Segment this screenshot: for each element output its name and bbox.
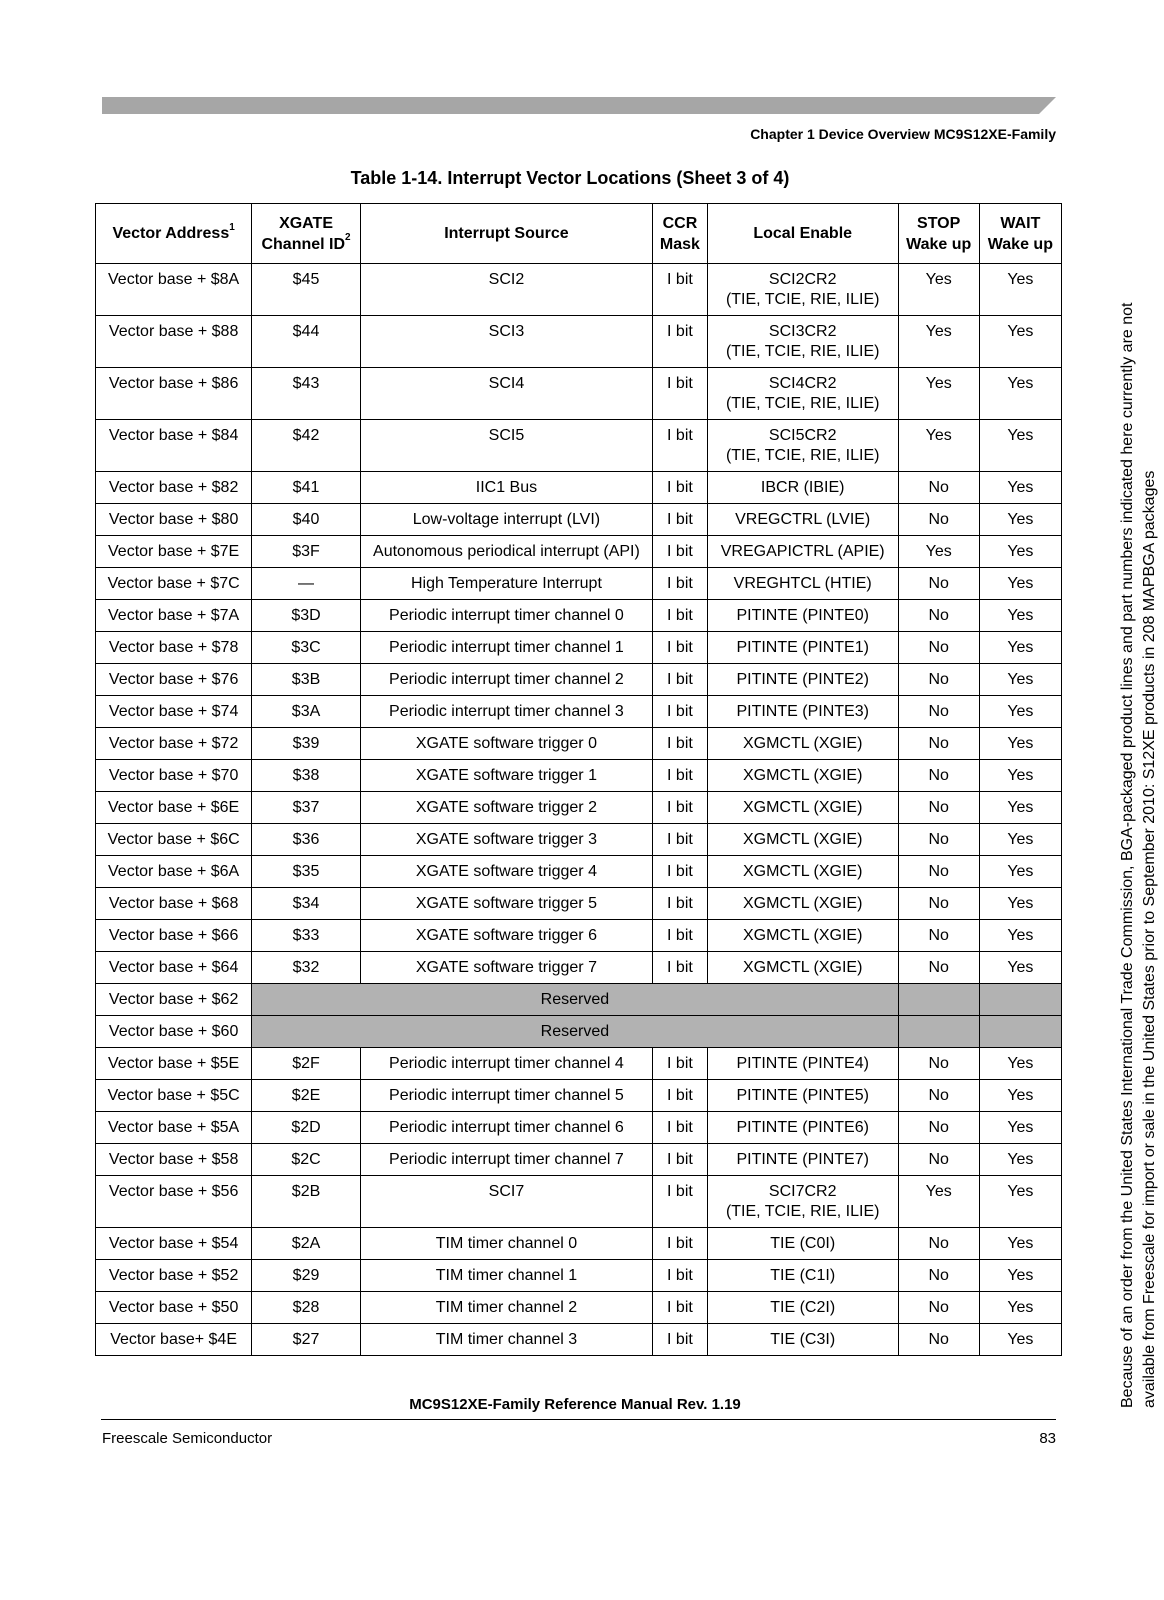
ccr-mask-cell: I bit <box>653 632 708 664</box>
stop-wakeup-cell: No <box>898 632 979 664</box>
table-row <box>96 1260 1062 1292</box>
xgate-channel-cell: $32 <box>252 952 361 984</box>
local-enable-cell: SCI3CR2 (TIE, TCIE, RIE, ILIE) <box>707 316 898 368</box>
vector-address-cell: Vector base + $6E <box>96 792 252 824</box>
ccr-mask-cell: I bit <box>653 536 708 568</box>
local-enable-cell: TIE (C1I) <box>707 1260 898 1292</box>
stop-wakeup-cell: No <box>898 600 979 632</box>
itc-notice-line-2: available from Freescale for import or sale in the United States prior to September 2010: S12XE products in 208 MAPBGA packages <box>1141 470 1158 1408</box>
wait-wakeup-cell: Yes <box>979 316 1061 368</box>
manual-title: MC9S12XE-Family Reference Manual Rev. 1.19 <box>409 1396 741 1413</box>
ccr-mask-cell: I bit <box>653 792 708 824</box>
interrupt-source-cell: Periodic interrupt timer channel 5 <box>360 1080 652 1112</box>
ccr-mask-cell: I bit <box>653 1324 708 1356</box>
vector-address-cell: Vector base + $58 <box>96 1144 252 1176</box>
xgate-channel-cell: $33 <box>252 920 361 952</box>
local-enable-cell: XGMCTL (XGIE) <box>707 888 898 920</box>
xgate-channel-cell: $44 <box>252 316 361 368</box>
table-row <box>96 1080 1062 1112</box>
wait-wakeup-cell: Yes <box>979 920 1061 952</box>
wait-wakeup-cell: Yes <box>979 1176 1061 1228</box>
vector-address-cell: Vector base + $76 <box>96 664 252 696</box>
local-enable-cell: TIE (C0I) <box>707 1228 898 1260</box>
xgate-channel-cell: $2D <box>252 1112 361 1144</box>
table-row <box>96 264 1062 316</box>
interrupt-source-cell: Periodic interrupt timer channel 0 <box>360 600 652 632</box>
itc-notice-line-1: Because of an order from the United States International Trade Commission, BGA-packaged product lines and part numbers indicated here currently are not <box>1119 302 1136 1408</box>
wait-wakeup-cell: Yes <box>979 1260 1061 1292</box>
local-enable-cell: PITINTE (PINTE4) <box>707 1048 898 1080</box>
vector-address-cell: Vector base + $5E <box>96 1048 252 1080</box>
stop-wakeup-cell: Yes <box>898 536 979 568</box>
xgate-channel-cell: $40 <box>252 504 361 536</box>
table-row <box>96 920 1062 952</box>
interrupt-source-cell: Periodic interrupt timer channel 2 <box>360 664 652 696</box>
wait-wakeup-cell: Yes <box>979 1080 1061 1112</box>
ccr-mask-cell: I bit <box>653 760 708 792</box>
ccr-mask-cell: I bit <box>653 888 708 920</box>
interrupt-source-cell: XGATE software trigger 2 <box>360 792 652 824</box>
vector-address-cell: Vector base + $56 <box>96 1176 252 1228</box>
interrupt-source-cell: XGATE software trigger 6 <box>360 920 652 952</box>
stop-wakeup-cell: No <box>898 856 979 888</box>
wait-wakeup-cell: Yes <box>979 952 1061 984</box>
column-header-vector-address: Vector Address$^1$ <box>96 204 252 264</box>
interrupt-source-cell: Periodic interrupt timer channel 7 <box>360 1144 652 1176</box>
local-enable-cell: VREGAPICTRL (APIE) <box>707 536 898 568</box>
xgate-channel-cell: $39 <box>252 728 361 760</box>
vector-address-cell: Vector base + $8A <box>96 264 252 316</box>
stop-wakeup-cell: No <box>898 1228 979 1260</box>
vector-address-cell: Vector base + $50 <box>96 1292 252 1324</box>
local-enable-cell: XGMCTL (XGIE) <box>707 824 898 856</box>
local-enable-cell: PITINTE (PINTE6) <box>707 1112 898 1144</box>
stop-wakeup-cell <box>898 1016 979 1048</box>
column-header-xgate-channel: XGATE Channel $ID^2$ <box>252 204 361 264</box>
ccr-mask-cell: I bit <box>653 1228 708 1260</box>
local-enable-cell: PITINTE (PINTE7) <box>707 1144 898 1176</box>
vector-address-cell: Vector base + $66 <box>96 920 252 952</box>
interrupt-source-cell: SCI2 <box>360 264 652 316</box>
interrupt-source-cell: Low-voltage interrupt (LVI) <box>360 504 652 536</box>
table-row <box>96 1112 1062 1144</box>
vector-address-cell: Vector base + $5C <box>96 1080 252 1112</box>
table-row <box>96 728 1062 760</box>
stop-wakeup-cell: No <box>898 1048 979 1080</box>
table-row <box>96 952 1062 984</box>
interrupt-source-cell: High Temperature Interrupt <box>360 568 652 600</box>
ccr-mask-cell: I bit <box>653 824 708 856</box>
table-title: Table 1-14. Interrupt Vector Locations (Sheet 3 of 4) <box>350 168 790 188</box>
ccr-mask-cell: I bit <box>653 1144 708 1176</box>
table-row <box>96 696 1062 728</box>
interrupt-source-cell: SCI3 <box>360 316 652 368</box>
table-row <box>96 1324 1062 1356</box>
xgate-channel-cell: $42 <box>252 420 361 472</box>
local-enable-cell: XGMCTL (XGIE) <box>707 760 898 792</box>
local-enable-cell: PITINTE (PINTE5) <box>707 1080 898 1112</box>
vector-address-cell: Vector base + $64 <box>96 952 252 984</box>
vector-address-cell: Vector base + $7E <box>96 536 252 568</box>
ccr-mask-cell: I bit <box>653 316 708 368</box>
stop-wakeup-cell: Yes <box>898 264 979 316</box>
xgate-channel-cell: $3F <box>252 536 361 568</box>
interrupt-source-cell: Periodic interrupt timer channel 3 <box>360 696 652 728</box>
stop-wakeup-cell: Yes <box>898 316 979 368</box>
table-row <box>96 568 1062 600</box>
table-row <box>96 664 1062 696</box>
local-enable-cell: XGMCTL (XGIE) <box>707 952 898 984</box>
stop-wakeup-cell: No <box>898 504 979 536</box>
wait-wakeup-cell: Yes <box>979 632 1061 664</box>
xgate-channel-cell: $41 <box>252 472 361 504</box>
local-enable-cell: XGMCTL (XGIE) <box>707 856 898 888</box>
ccr-mask-cell: I bit <box>653 568 708 600</box>
vector-address-cell: Vector base + $88 <box>96 316 252 368</box>
wait-wakeup-cell: Yes <box>979 792 1061 824</box>
local-enable-cell: SCI4CR2 (TIE, TCIE, RIE, ILIE) <box>707 368 898 420</box>
column-header-local-enable: Local Enable <box>707 204 898 264</box>
xgate-channel-cell: $37 <box>252 792 361 824</box>
stop-wakeup-cell: No <box>898 792 979 824</box>
table-row <box>96 824 1062 856</box>
xgate-channel-cell: $27 <box>252 1324 361 1356</box>
vector-address-cell: Vector base + $84 <box>96 420 252 472</box>
wait-wakeup-cell <box>979 984 1061 1016</box>
local-enable-cell: XGMCTL (XGIE) <box>707 728 898 760</box>
table-row <box>96 984 1062 1016</box>
wait-wakeup-cell: Yes <box>979 568 1061 600</box>
stop-wakeup-cell: No <box>898 568 979 600</box>
interrupt-source-cell: XGATE software trigger 0 <box>360 728 652 760</box>
ccr-mask-cell: I bit <box>653 1292 708 1324</box>
interrupt-source-cell: TIM timer channel 0 <box>360 1228 652 1260</box>
table-row <box>96 1144 1062 1176</box>
xgate-channel-cell: $2B <box>252 1176 361 1228</box>
chapter-header-band <box>102 97 1056 114</box>
ccr-mask-cell: I bit <box>653 1112 708 1144</box>
vector-address-cell: Vector base + $5A <box>96 1112 252 1144</box>
ccr-mask-cell: I bit <box>653 952 708 984</box>
wait-wakeup-cell: Yes <box>979 1228 1061 1260</box>
local-enable-cell: PITINTE (PINTE2) <box>707 664 898 696</box>
table-body <box>96 264 1062 1356</box>
wait-wakeup-cell <box>979 1016 1061 1048</box>
stop-wakeup-cell: No <box>898 1324 979 1356</box>
xgate-channel-cell: $2E <box>252 1080 361 1112</box>
ccr-mask-cell: I bit <box>653 696 708 728</box>
interrupt-vector-table <box>95 203 1062 1356</box>
table-row <box>96 792 1062 824</box>
vector-address-cell: Vector base + $60 <box>96 1016 252 1048</box>
ccr-mask-cell: I bit <box>653 664 708 696</box>
vector-address-cell: Vector base + $7A <box>96 600 252 632</box>
table-row <box>96 1228 1062 1260</box>
table-row <box>96 420 1062 472</box>
ccr-mask-cell: I bit <box>653 1260 708 1292</box>
stop-wakeup-cell: No <box>898 952 979 984</box>
vector-address-cell: Vector base + $80 <box>96 504 252 536</box>
vector-address-cell: Vector base + $82 <box>96 472 252 504</box>
table-row <box>96 1292 1062 1324</box>
table-row <box>96 472 1062 504</box>
column-header-wait-wakeup: WAIT Wake up <box>979 204 1061 264</box>
interrupt-source-cell: Periodic interrupt timer channel 4 <box>360 1048 652 1080</box>
table-row <box>96 1016 1062 1048</box>
wait-wakeup-cell: Yes <box>979 824 1061 856</box>
column-header-stop-wakeup: STOP Wake up <box>898 204 979 264</box>
stop-wakeup-cell: No <box>898 1112 979 1144</box>
local-enable-cell: IBCR (IBIE) <box>707 472 898 504</box>
wait-wakeup-cell: Yes <box>979 1048 1061 1080</box>
wait-wakeup-cell: Yes <box>979 1144 1061 1176</box>
stop-wakeup-cell: No <box>898 472 979 504</box>
xgate-channel-cell: $29 <box>252 1260 361 1292</box>
stop-wakeup-cell <box>898 984 979 1016</box>
ccr-mask-cell: I bit <box>653 420 708 472</box>
local-enable-cell: SCI7CR2 (TIE, TCIE, RIE, ILIE) <box>707 1176 898 1228</box>
stop-wakeup-cell: No <box>898 888 979 920</box>
xgate-channel-cell: $3A <box>252 696 361 728</box>
company-name: Freescale Semiconductor <box>102 1430 273 1447</box>
wait-wakeup-cell: Yes <box>979 1112 1061 1144</box>
vector-address-cell: Vector base + $7C <box>96 568 252 600</box>
stop-wakeup-cell: Yes <box>898 1176 979 1228</box>
ccr-mask-cell: I bit <box>653 600 708 632</box>
interrupt-source-cell: TIM timer channel 3 <box>360 1324 652 1356</box>
ccr-mask-cell: I bit <box>653 920 708 952</box>
ccr-mask-cell: I bit <box>653 728 708 760</box>
interrupt-source-cell: TIM timer channel 2 <box>360 1292 652 1324</box>
stop-wakeup-cell: No <box>898 760 979 792</box>
interrupt-source-cell: XGATE software trigger 7 <box>360 952 652 984</box>
wait-wakeup-cell: Yes <box>979 600 1061 632</box>
wait-wakeup-cell: Yes <box>979 264 1061 316</box>
wait-wakeup-cell: Yes <box>979 1324 1061 1356</box>
xgate-channel-cell: $36 <box>252 824 361 856</box>
interrupt-source-cell: TIM timer channel 1 <box>360 1260 652 1292</box>
local-enable-cell: SCI2CR2 (TIE, TCIE, RIE, ILIE) <box>707 264 898 316</box>
interrupt-source-cell: Autonomous periodical interrupt (API) <box>360 536 652 568</box>
xgate-channel-cell: $45 <box>252 264 361 316</box>
vector-address-cell: Vector base + $86 <box>96 368 252 420</box>
stop-wakeup-cell: No <box>898 1260 979 1292</box>
table-row <box>96 504 1062 536</box>
ccr-mask-cell: I bit <box>653 856 708 888</box>
ccr-mask-cell: I bit <box>653 1176 708 1228</box>
local-enable-cell: VREGHTCL (HTIE) <box>707 568 898 600</box>
local-enable-cell: SCI5CR2 (TIE, TCIE, RIE, ILIE) <box>707 420 898 472</box>
table-row <box>96 600 1062 632</box>
xgate-channel-cell: $43 <box>252 368 361 420</box>
table-row <box>96 1176 1062 1228</box>
interrupt-source-cell: IIC1 Bus <box>360 472 652 504</box>
chapter-heading: Chapter 1 Device Overview MC9S12XE-Family <box>750 126 1056 142</box>
vector-address-cell: Vector base + $6A <box>96 856 252 888</box>
interrupt-source-cell: Periodic interrupt timer channel 1 <box>360 632 652 664</box>
local-enable-cell: XGMCTL (XGIE) <box>707 920 898 952</box>
table-row <box>96 888 1062 920</box>
table-row <box>96 760 1062 792</box>
stop-wakeup-cell: No <box>898 664 979 696</box>
xgate-channel-cell: $2A <box>252 1228 361 1260</box>
ccr-mask-cell: I bit <box>653 472 708 504</box>
wait-wakeup-cell: Yes <box>979 420 1061 472</box>
local-enable-cell: PITINTE (PINTE1) <box>707 632 898 664</box>
wait-wakeup-cell: Yes <box>979 696 1061 728</box>
wait-wakeup-cell: Yes <box>979 504 1061 536</box>
xgate-channel-cell: $34 <box>252 888 361 920</box>
interrupt-source-cell: XGATE software trigger 1 <box>360 760 652 792</box>
stop-wakeup-cell: No <box>898 1080 979 1112</box>
reserved-cell: Reserved <box>252 1016 898 1048</box>
column-header-ccr-mask: CCR Mask <box>653 204 708 264</box>
ccr-mask-cell: I bit <box>653 368 708 420</box>
local-enable-cell: TIE (C2I) <box>707 1292 898 1324</box>
stop-wakeup-cell: Yes <box>898 420 979 472</box>
vector-address-cell: Vector base + $78 <box>96 632 252 664</box>
table-row <box>96 856 1062 888</box>
stop-wakeup-cell: No <box>898 1292 979 1324</box>
table-row <box>96 632 1062 664</box>
xgate-channel-cell: $2F <box>252 1048 361 1080</box>
ccr-mask-cell: I bit <box>653 264 708 316</box>
wait-wakeup-cell: Yes <box>979 536 1061 568</box>
wait-wakeup-cell: Yes <box>979 888 1061 920</box>
ccr-mask-cell: I bit <box>653 1080 708 1112</box>
vector-address-cell: Vector base + $74 <box>96 696 252 728</box>
stop-wakeup-cell: No <box>898 1144 979 1176</box>
vector-address-cell: Vector base + $54 <box>96 1228 252 1260</box>
wait-wakeup-cell: Yes <box>979 1292 1061 1324</box>
local-enable-cell: XGMCTL (XGIE) <box>707 792 898 824</box>
wait-wakeup-cell: Yes <box>979 760 1061 792</box>
wait-wakeup-cell: Yes <box>979 728 1061 760</box>
interrupt-source-cell: SCI4 <box>360 368 652 420</box>
local-enable-cell: PITINTE (PINTE3) <box>707 696 898 728</box>
stop-wakeup-cell: No <box>898 728 979 760</box>
interrupt-source-cell: SCI7 <box>360 1176 652 1228</box>
local-enable-cell: VREGCTRL (LVIE) <box>707 504 898 536</box>
stop-wakeup-cell: Yes <box>898 368 979 420</box>
column-header-interrupt-source: Interrupt Source <box>360 204 652 264</box>
table-header-row <box>96 204 1062 264</box>
footer-rule <box>101 1419 1056 1420</box>
vector-address-cell: Vector base + $6C <box>96 824 252 856</box>
itc-notice <box>1117 238 1161 1408</box>
xgate-channel-cell: $2C <box>252 1144 361 1176</box>
ccr-mask-cell: I bit <box>653 1048 708 1080</box>
wait-wakeup-cell: Yes <box>979 664 1061 696</box>
xgate-channel-cell: $28 <box>252 1292 361 1324</box>
xgate-channel-cell: $3B <box>252 664 361 696</box>
xgate-channel-cell: $35 <box>252 856 361 888</box>
local-enable-cell: PITINTE (PINTE0) <box>707 600 898 632</box>
vector-address-cell: Vector base + $62 <box>96 984 252 1016</box>
table-row <box>96 368 1062 420</box>
interrupt-source-cell: Periodic interrupt timer channel 6 <box>360 1112 652 1144</box>
vector-address-cell: Vector base + $52 <box>96 1260 252 1292</box>
xgate-channel-cell: — <box>252 568 361 600</box>
table-row <box>96 1048 1062 1080</box>
interrupt-source-cell: SCI5 <box>360 420 652 472</box>
vector-address-cell: Vector base + $70 <box>96 760 252 792</box>
xgate-channel-cell: $3C <box>252 632 361 664</box>
stop-wakeup-cell: No <box>898 920 979 952</box>
vector-address-cell: Vector base + $72 <box>96 728 252 760</box>
stop-wakeup-cell: No <box>898 696 979 728</box>
interrupt-source-cell: XGATE software trigger 4 <box>360 856 652 888</box>
xgate-channel-cell: $38 <box>252 760 361 792</box>
wait-wakeup-cell: Yes <box>979 856 1061 888</box>
table-row <box>96 316 1062 368</box>
interrupt-source-cell: XGATE software trigger 5 <box>360 888 652 920</box>
wait-wakeup-cell: Yes <box>979 368 1061 420</box>
ccr-mask-cell: I bit <box>653 504 708 536</box>
stop-wakeup-cell: No <box>898 824 979 856</box>
page-number: 83 <box>1039 1430 1056 1447</box>
wait-wakeup-cell: Yes <box>979 472 1061 504</box>
interrupt-source-cell: XGATE software trigger 3 <box>360 824 652 856</box>
xgate-channel-cell: $3D <box>252 600 361 632</box>
reserved-cell: Reserved <box>252 984 898 1016</box>
table-row <box>96 536 1062 568</box>
vector-address-cell: Vector base+ $4E <box>96 1324 252 1356</box>
local-enable-cell: TIE (C3I) <box>707 1324 898 1356</box>
vector-address-cell: Vector base + $68 <box>96 888 252 920</box>
